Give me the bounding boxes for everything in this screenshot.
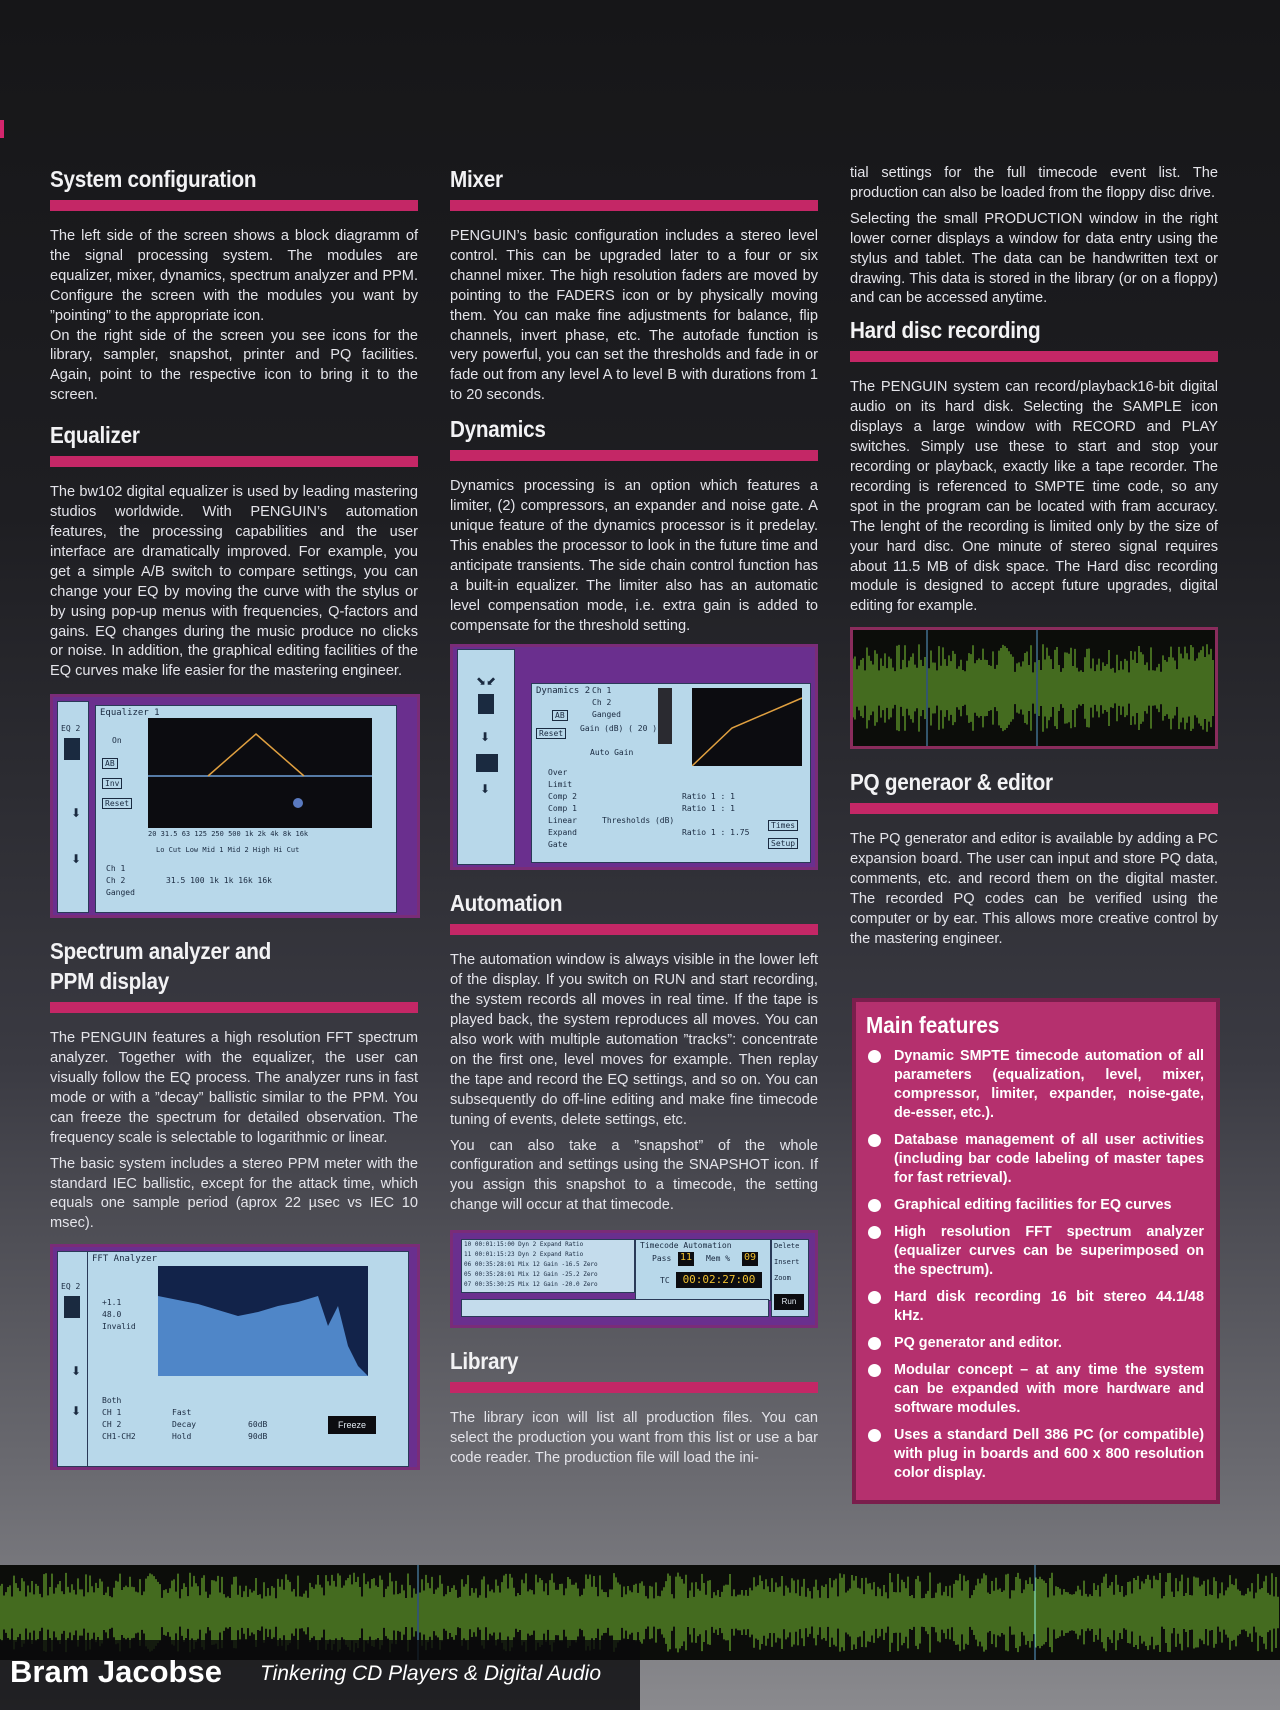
- dyn-transfer-curve: [692, 688, 802, 766]
- automation-heading: Automation: [450, 890, 563, 917]
- heading-rule: [450, 450, 818, 461]
- edge-marker: [0, 120, 4, 138]
- heading-rule: [850, 351, 1218, 362]
- list-item: Modular concept – at any time the system can be expanded with more hardware and software modules.: [866, 1361, 1204, 1418]
- dyn-auto-gain: Auto Gain: [590, 748, 634, 758]
- auto-scroll-bar[interactable]: [461, 1299, 769, 1317]
- dyn-row-gate: Gate: [548, 840, 568, 850]
- auto-pass-label: Pass: [652, 1254, 672, 1264]
- dyn-ab-button[interactable]: AB: [552, 710, 568, 721]
- fft-radio-ch1-ch2[interactable]: CH1-CH2: [102, 1432, 136, 1442]
- dyn-window: [531, 683, 811, 863]
- auto-title: Timecode Automation: [640, 1241, 732, 1251]
- automation-p1: The automation window is always visible in the lower left of the display. If you switch on RUN and start recording, the system records all moves in real time. If the tape is played back, the system reproduces all moves. You can also work with multiple automation ”tracks”: concentrate on the first one, level moves for example. Then replay the tape and record the EQ settings, and so on. You can subsequently do off-line editing and make fine timecode tuning of events, delete settings, etc.: [450, 952, 818, 1128]
- equalizer-heading: Equalizer: [50, 422, 140, 449]
- dyn-thresholds-label: Thresholds (dB): [602, 816, 675, 826]
- bullet-icon: [868, 1226, 881, 1239]
- eq-window: [95, 705, 397, 913]
- fft-radio-90db[interactable]: 90dB: [248, 1432, 268, 1442]
- library-continued-p2: Selecting the small PRODUCTION window in the right lower corner displays a window for data entry using the stylus and tablet. The data can be handwritten text or drawing. This data is stored in the library (or on a floppy) and can be accessed anytime.: [850, 210, 1218, 307]
- bullet-icon: [868, 1199, 881, 1212]
- eq-curve-graph: [148, 718, 372, 828]
- list-item: High resolution FFT spectrum analyzer (equalizer curves can be superimposed on the spectrum).: [866, 1223, 1204, 1280]
- eq-radio-ch1[interactable]: Ch 1: [106, 864, 126, 874]
- heading-rule: [450, 200, 818, 211]
- dyn-row-comp2: Comp 2: [548, 792, 577, 802]
- auto-run-button[interactable]: Run: [774, 1294, 804, 1310]
- fft-radio-fast[interactable]: Fast: [172, 1408, 192, 1418]
- main-features-heading: Main features: [866, 1012, 1000, 1038]
- eq-window-title: Equalizer 1: [100, 708, 160, 719]
- mixer-heading: Mixer: [450, 166, 503, 192]
- list-item: Hard disk recording 16 bit stereo 44.1/48 kHz.: [866, 1288, 1204, 1326]
- dyn-ratio-1: Ratio 1 : 1: [682, 792, 735, 802]
- eq-side-panel: EQ 2 ⬇ ⬇: [57, 701, 89, 913]
- equalizer-p1: The bw102 digital equalizer is used by leading mastering studios worldwide. With PENGUIN’s automation features, the processing capabilities and the user interface are dramatically improved. For example, you get a simple A/B switch to compare settings, you can change your EQ by moving the curve with the stylus or by using pop-up menus with frequencies, Q-factors and gains. EQ changes during the music produce no clicks or noise. In addition, the graphical editing facilities of the EQ curves make life easier for the mastering engineer.: [50, 484, 418, 680]
- fft-side-label: EQ 2: [61, 1282, 81, 1292]
- eq-band-values: 31.5 100 1k 1k 16k 16k: [166, 876, 272, 886]
- bullet-icon: [868, 1337, 881, 1350]
- auto-event-5[interactable]: 07 00:35:30:25 Mix 12 Gain -20.0 Zero: [464, 1281, 598, 1289]
- list-item: PQ generator and editor.: [866, 1334, 1204, 1353]
- spectrum-heading-line1: Spectrum analyzer and: [50, 938, 271, 965]
- fft-radio-60db[interactable]: 60dB: [248, 1420, 268, 1430]
- dyn-reset-button[interactable]: Reset: [536, 728, 566, 739]
- eq-on-button[interactable]: On: [112, 736, 122, 746]
- hard-disc-waveform: [850, 627, 1218, 749]
- eq-ab-button[interactable]: AB: [102, 758, 118, 769]
- heading-rule: [50, 1002, 418, 1013]
- auto-delete-button[interactable]: Delete: [774, 1242, 800, 1251]
- equalizer-screenshot: [50, 694, 420, 918]
- automation-screenshot: [450, 1230, 818, 1328]
- eq-side-label: EQ 2: [61, 724, 81, 734]
- dyn-transfer-graph: [692, 688, 802, 766]
- eq-band-labels: Lo Cut Low Mid 1 Mid 2 High Hi Cut: [156, 846, 300, 855]
- eq-freq-labels: 20 31.5 63 125 250 500 1k 2k 4k 8k 16k: [148, 830, 309, 839]
- auto-tc-label: TC: [660, 1276, 670, 1286]
- dyn-ratio-2: Ratio 1 : 1: [682, 804, 735, 814]
- pq-heading: PQ generaor & editor: [850, 769, 1053, 796]
- dyn-row-linear: Linear: [548, 816, 577, 826]
- waveform-trace: [853, 644, 1213, 731]
- dyn-setup-button[interactable]: Setup: [768, 838, 798, 849]
- eq-curve-display: [148, 718, 372, 828]
- credit-bar: [0, 1640, 640, 1710]
- auto-control-panel: [635, 1239, 771, 1301]
- automation-p2: You can also take a ”snapshot” of the whole configuration and settings using the SNAPSHOT icon. If you assign this snapshot to a timecode, the setting change will occur at that timecode.: [450, 1137, 818, 1214]
- library-continued-p1: tial settings for the full timecode event list. The production can also be loaded from the floppy disc drive.: [850, 165, 1218, 201]
- system-config-p1: The left side of the screen shows a block diagramm of the signal processing system. The modules are equalizer, mixer, dynamics, spectrum analyzer and PPM. Configure the screen with the modules you want by ”pointing” to the appropriate icon.: [50, 228, 418, 324]
- library-heading: Library: [450, 1348, 519, 1375]
- bullet-icon: [868, 1134, 881, 1147]
- auto-mem-label: Mem %: [706, 1254, 731, 1264]
- right-column: [850, 164, 1218, 956]
- list-item: Database management of all user activities (including bar code labeling of master tapes for fast retrieval).: [866, 1131, 1204, 1188]
- fft-window: [87, 1251, 409, 1467]
- hard-disc-heading: Hard disc recording: [850, 317, 1041, 344]
- dynamics-heading: Dynamics: [450, 416, 546, 443]
- bullet-icon: [868, 1364, 881, 1377]
- fft-side-value-3: Invalid: [102, 1322, 136, 1332]
- heading-rule: [450, 924, 818, 935]
- auto-mem-value: 09: [742, 1252, 758, 1266]
- dynamics-p1: Dynamics processing is an option which features a limiter, (2) compressors, an expander and noise gate. A unique feature of the dynamics processor is it predelay. This enables the processor to look in the future time and anticipate transients. The side chain control function has a built-in equalizer. The limiter also has an automatic level compensation mode, i.e. extra gain is added to compensate for the threshold setting.: [450, 478, 818, 634]
- fft-radio-ch1[interactable]: CH 1: [102, 1408, 122, 1418]
- bullet-icon: [868, 1050, 881, 1063]
- heading-rule: [850, 803, 1218, 814]
- fft-spectrum-graph: [158, 1266, 368, 1376]
- system-config-p2: On the right side of the screen you see icons for the library, sampler, snapshot, printer and PQ facilities. Again, point to the respective icon to bring it to the screen.: [50, 327, 418, 404]
- dyn-gain-label: Gain (dB) ( 20 ): [580, 724, 658, 734]
- spectrum-p2: The basic system includes a stereo PPM meter with the standard IEC ballistic, except for the attack time, which equals one sample period (aprox 22 µsec vs IEC 10 msec).: [50, 1155, 418, 1232]
- fft-radio-decay[interactable]: Decay: [172, 1420, 197, 1430]
- auto-event-1[interactable]: 10 00:01:15:00 Dyn 2 Expand Ratio: [464, 1241, 584, 1249]
- auto-tc-value: 00:02:27:00: [676, 1272, 762, 1288]
- dyn-times-button[interactable]: Times: [768, 820, 798, 831]
- dyn-radio-ganged[interactable]: Ganged: [592, 710, 621, 720]
- spectrum-p1: The PENGUIN features a high resolution FFT spectrum analyzer. Together with the equalizer, the user can visually follow the EQ process. The analyzer runs in fast mode or with a ”decay” ballistic similar to the PPM. You can freeze the spectrum for detailed observation. The frequency scale is selectable to logarithmic or linear.: [50, 1030, 418, 1146]
- bullet-icon: [868, 1429, 881, 1442]
- hard-disc-p1: The PENGUIN system can record/playback16-bit digital audio on its hard disk. Selecting the SAMPLE icon displays a large window with RECORD and PLAY switches. Simply use these to start and stop your recording or playback, exactly like a tape recorder. The recording is referenced to SMPTE time code, so any spot in the program can be located with fram accuracy. The lenght of the recording is limited only by the size of your hard disc. One minute of stereo signal requires about 11.5 MB of disk space. The Hard disc recording module is designed to accept future upgrades, digital editing for example.: [850, 379, 1218, 615]
- middle-column: [450, 164, 818, 1475]
- dyn-side-panel: ⬊⬋ ⬇ ⬇: [457, 649, 515, 865]
- dyn-meter: [658, 688, 672, 744]
- heading-rule: [450, 1382, 818, 1393]
- dyn-ratio-3: Ratio 1 : 1.75: [682, 828, 750, 838]
- mixer-p1: PENGUIN’s basic configuration includes a stereo level control. This can be upgraded later to a four or six channel mixer. The high resolution faders are moved by pointing to the FADERS icon or by physically moving them. You can make fine adjustments for balance, flip channels, invert phase, etc. The autofade function is very powerful, you can set the thresholds and fade in or fade out from any level A to level B with durations from 1 to 20 seconds.: [450, 228, 818, 404]
- fft-freeze-button[interactable]: Freeze: [328, 1416, 376, 1434]
- dyn-window-title: Dynamics 2: [536, 686, 591, 697]
- library-p1: The library icon will list all production files. You can select the production you want from this list or use a bar code reader. The production file will load the ini-: [450, 1410, 818, 1466]
- fft-side-value-2: 48.0: [102, 1310, 122, 1320]
- list-item: Dynamic SMPTE timecode automation of all parameters (equalization, level, mixer, compressor, limiter, expander, noise-gate, de-esser, etc.).: [866, 1047, 1204, 1123]
- fft-radio-hold[interactable]: Hold: [172, 1432, 192, 1442]
- fft-side-panel: EQ 2 ⬇ ⬇: [57, 1251, 89, 1467]
- bullet-icon: [868, 1291, 881, 1304]
- eq-reset-button[interactable]: Reset: [102, 798, 132, 809]
- system-config-heading: System configuration: [50, 166, 257, 192]
- auto-event-3[interactable]: 06 00:35:28:01 Mix 12 Gain -16.5 Zero: [464, 1261, 598, 1269]
- pq-p1: The PQ generator and editor is available by adding a PC expansion board. The user can input and store PQ data, comments, etc. and record them on the digital master. The recorded PQ codes can be verified using the computer or by ear. This allows more creative control by the mastering engineer.: [850, 831, 1218, 947]
- list-item: Uses a standard Dell 386 PC (or compatible) with plug in boards and 600 x 800 resolution color display.: [866, 1426, 1204, 1483]
- auto-event-4[interactable]: 05 00:35:28:01 Mix 12 Gain -25.2 Zero: [464, 1271, 598, 1279]
- dyn-row-expand: Expand: [548, 828, 577, 838]
- waveform-graphic: [853, 630, 1215, 746]
- dynamics-screenshot: [450, 644, 818, 870]
- auto-insert-button[interactable]: Insert: [774, 1258, 800, 1267]
- eq-inv-button[interactable]: Inv: [102, 778, 122, 789]
- credit-name: Bram Jacobse: [10, 1654, 222, 1689]
- eq-radio-ch2[interactable]: Ch 2: [106, 876, 126, 886]
- main-features-box: [852, 998, 1220, 1504]
- fft-radio-ch2[interactable]: CH 2: [102, 1420, 122, 1430]
- credit-subtitle: Tinkering CD Players & Digital Audio: [260, 1662, 602, 1685]
- fft-screenshot: [50, 1244, 420, 1470]
- fft-side-value-1: +1.1: [102, 1298, 122, 1308]
- dyn-row-comp1: Comp 1: [548, 804, 577, 814]
- auto-zoom-button[interactable]: Zoom: [774, 1274, 791, 1283]
- spectrum-heading-line2: PPM display: [50, 968, 169, 995]
- list-item: Graphical editing facilities for EQ curves: [866, 1196, 1204, 1215]
- auto-pass-value: 11: [678, 1252, 694, 1266]
- heading-rule: [50, 200, 418, 211]
- dyn-row-over: Over: [548, 768, 568, 778]
- dyn-row-limit: Limit: [548, 780, 573, 790]
- dyn-radio-ch1[interactable]: Ch 1: [592, 686, 612, 696]
- dyn-radio-ch2[interactable]: Ch 2: [592, 698, 612, 708]
- auto-event-2[interactable]: 11 00:01:15:23 Dyn 2 Expand Ratio: [464, 1251, 584, 1259]
- auto-event-list: [461, 1239, 635, 1293]
- auto-button-col: [771, 1239, 809, 1317]
- left-column: [50, 164, 418, 1488]
- fft-radio-both[interactable]: Both: [102, 1396, 122, 1406]
- heading-rule: [50, 456, 418, 467]
- fft-spectrum-display: [158, 1266, 368, 1376]
- fft-window-title: FFT Analyzer: [92, 1254, 158, 1265]
- main-features-list: [866, 1047, 1204, 1483]
- eq-radio-ganged[interactable]: Ganged: [106, 888, 135, 898]
